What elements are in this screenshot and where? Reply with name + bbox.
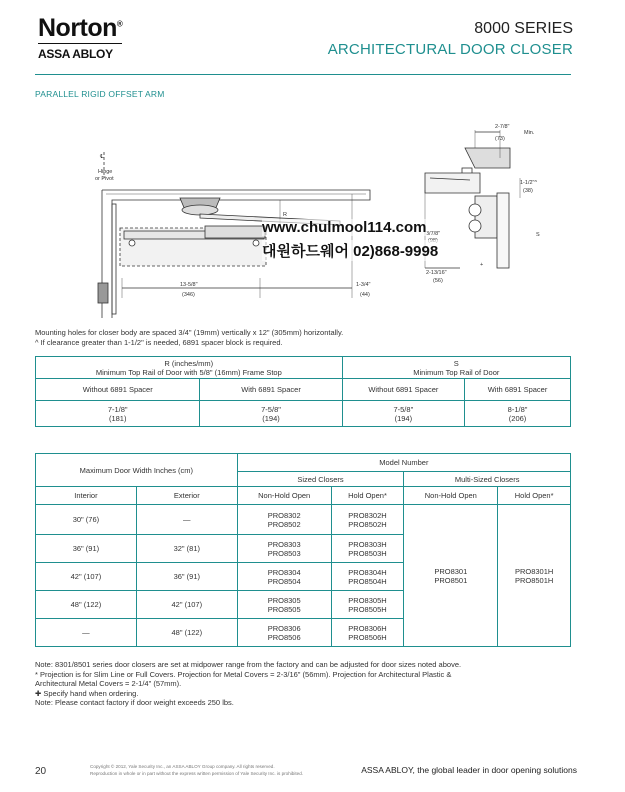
cell-value: 7-5/8" xyxy=(261,404,281,414)
page-number: 20 xyxy=(35,766,47,777)
mounting-note-2: ^ If clearance greater than 1-1/2" is needed, 6891 spacer block is required. xyxy=(35,337,283,347)
interior-cell: — xyxy=(36,619,137,647)
mounting-note-1: Mounting holes for closer body are spaced 3/4" (19mm) vertically x 12" (305mm) horizontally. xyxy=(35,328,344,337)
table-row xyxy=(36,505,571,535)
col-header: Non-Hold Open xyxy=(404,487,498,505)
side-dim: 1-1/2"^ xyxy=(520,180,538,186)
nh-cell xyxy=(237,563,331,591)
top-dim-mm: (73) xyxy=(495,136,505,142)
plus-mark: + xyxy=(480,262,484,268)
exterior-cell: 48" (122) xyxy=(136,619,237,647)
low-dim: 2-13/16" xyxy=(426,270,447,276)
exterior-cell: 42" (107) xyxy=(136,591,237,619)
model: PRO8501 xyxy=(434,575,468,585)
footnote: Note: Please contact factory if door weight exceeds 250 lbs. xyxy=(35,698,234,707)
footnote: * Projection is for Slim Line or Full Covers. Projection for Metal Covers = 2-3/16" (56mm). Projection for Architectural Plastic & xyxy=(35,669,452,679)
max-width-header: Maximum Door Width Inches (cm) xyxy=(36,454,238,487)
table-cell xyxy=(36,401,200,427)
cell-mm: (206) xyxy=(508,413,527,423)
pivot-label: or Pivot xyxy=(95,176,114,182)
header-rule xyxy=(35,74,571,75)
model: PRO8306 xyxy=(267,623,301,633)
exterior-cell: 36" (91) xyxy=(136,563,237,591)
model: PRO8503 xyxy=(267,548,301,558)
col-header: Exterior xyxy=(136,487,237,505)
model: PRO8301H xyxy=(514,566,554,576)
centerline-label: ℄ xyxy=(100,154,104,160)
s-header xyxy=(342,357,570,379)
model: PRO8303 xyxy=(267,539,301,549)
dim-right-mm: (44) xyxy=(360,292,370,298)
model: PRO8502H xyxy=(348,519,387,529)
table-cell xyxy=(200,401,342,427)
r-label: R xyxy=(283,212,287,218)
nh-cell xyxy=(237,619,331,647)
footnote: ✚ Specify hand when ordering. xyxy=(35,688,139,698)
watermark-url: www.chulmool114.com xyxy=(262,219,427,236)
s-label: S xyxy=(536,232,540,238)
dim-left: 13-5/8" xyxy=(180,282,198,288)
copyright-line: Reproduction in whole or in part without the express written permission of Yale Security Inc. is prohibited. xyxy=(90,770,304,776)
interior-cell: 30" (76) xyxy=(36,505,137,535)
assa-abloy-logo: ASSA ABLOY xyxy=(38,47,113,61)
model: PRO8504 xyxy=(267,576,301,586)
sub-header: With 6891 Spacer xyxy=(465,379,571,401)
r-header xyxy=(36,357,343,379)
installation-diagram xyxy=(80,118,580,318)
model: PRO8504H xyxy=(348,576,387,586)
table-cell xyxy=(342,401,464,427)
low-dim-mm: (56) xyxy=(433,278,443,284)
model: PRO8501H xyxy=(514,575,554,585)
col-header: Interior xyxy=(36,487,137,505)
watermark-phone: 대원하드웨어 02)868-9998 xyxy=(262,240,438,261)
model: PRO8502 xyxy=(267,519,301,529)
interior-cell: 42" (107) xyxy=(36,563,137,591)
product-title: ARCHITECTURAL DOOR CLOSER xyxy=(327,41,573,58)
footnote: Note: 8301/8501 series door closers are set at midpower range from the factory and can be adjusted for door sizes noted above. xyxy=(35,660,462,669)
copyright xyxy=(90,764,303,777)
model: PRO8305H xyxy=(348,595,387,605)
footnotes xyxy=(35,660,575,708)
copyright-line: Copyright © 2012, Yale Security Inc., an ASSA ABLOY Group company. All rights reserved. xyxy=(90,764,275,769)
trademark: ® xyxy=(116,19,123,29)
side-dim-mm: (38) xyxy=(523,188,533,194)
nh-cell xyxy=(237,535,331,563)
sized-header: Sized Closers xyxy=(237,472,404,487)
interior-cell: 48" (122) xyxy=(36,591,137,619)
nh-cell xyxy=(237,591,331,619)
cell-value: 7-1/8" xyxy=(107,404,128,414)
table-cell xyxy=(465,401,571,427)
model-header: Model Number xyxy=(237,454,570,472)
hinge-label: Hinge xyxy=(98,169,113,175)
model: PRO8301 xyxy=(434,566,468,576)
s-header-line1: S xyxy=(453,358,459,368)
ho-cell xyxy=(331,619,404,647)
col-header: Hold Open* xyxy=(331,487,404,505)
sub-header: Without 6891 Spacer xyxy=(36,379,200,401)
multi-nh-cell xyxy=(404,505,498,647)
dim-right: 1-3/4" xyxy=(356,282,371,288)
ho-cell xyxy=(331,563,404,591)
norton-logo xyxy=(38,14,122,43)
sub-header: Without 6891 Spacer xyxy=(342,379,464,401)
model: PRO8505H xyxy=(348,604,387,614)
logo-divider xyxy=(38,43,122,44)
sub-header: With 6891 Spacer xyxy=(200,379,342,401)
rail-table xyxy=(35,356,571,427)
footer-tagline: ASSA ABLOY, the global leader in door opening solutions xyxy=(361,765,577,775)
ho-cell xyxy=(331,505,404,535)
ho-cell xyxy=(331,591,404,619)
series-title: 8000 SERIES xyxy=(474,20,573,37)
cell-value: 7-5/8" xyxy=(393,404,414,414)
ho-cell xyxy=(331,535,404,563)
r-header-line1: R (inches/mm) xyxy=(164,358,214,368)
footnote: Architectural Metal Covers = 2-1/4" (57mm). xyxy=(35,679,182,688)
cell-mm: (194) xyxy=(262,413,280,423)
interior-cell: 36" (91) xyxy=(36,535,137,563)
top-dim: 2-7/8" xyxy=(495,124,510,130)
section-title: PARALLEL RIGID OFFSET ARM xyxy=(35,89,165,99)
multi-header: Multi-Sized Closers xyxy=(404,472,571,487)
model: PRO8505 xyxy=(267,604,301,614)
model: PRO8305 xyxy=(267,595,301,605)
cell-value: 8-1/8" xyxy=(507,404,528,414)
model: PRO8306H xyxy=(348,623,387,633)
model: PRO8304H xyxy=(348,567,387,577)
model: PRO8303H xyxy=(348,539,387,549)
multi-ho-cell xyxy=(498,505,571,647)
brand-name: Norton xyxy=(38,14,117,42)
col-header: Hold Open* xyxy=(498,487,571,505)
dim-left-mm: (346) xyxy=(182,292,195,298)
model: PRO8302 xyxy=(267,510,301,520)
cell-mm: (181) xyxy=(108,413,127,423)
mounting-notes xyxy=(35,328,343,347)
s-header-line2: Minimum Top Rail of Door xyxy=(413,367,500,377)
model: PRO8506 xyxy=(267,632,301,642)
nh-cell xyxy=(237,505,331,535)
exterior-cell: — xyxy=(136,505,237,535)
cell-mm: (194) xyxy=(394,413,413,423)
col-header: Non-Hold Open xyxy=(237,487,331,505)
r-header-line2: Minimum Top Rail of Door with 5/8" (16mm) Frame Stop xyxy=(95,367,282,377)
model: PRO8503H xyxy=(348,548,387,558)
min-label: Min. xyxy=(524,130,535,136)
exterior-cell: 32" (81) xyxy=(136,535,237,563)
model: PRO8302H xyxy=(348,510,387,520)
model-table xyxy=(35,453,571,647)
mid-dim: 3/7/8" xyxy=(426,231,441,237)
model: PRO8304 xyxy=(267,567,301,577)
model: PRO8506H xyxy=(348,632,387,642)
